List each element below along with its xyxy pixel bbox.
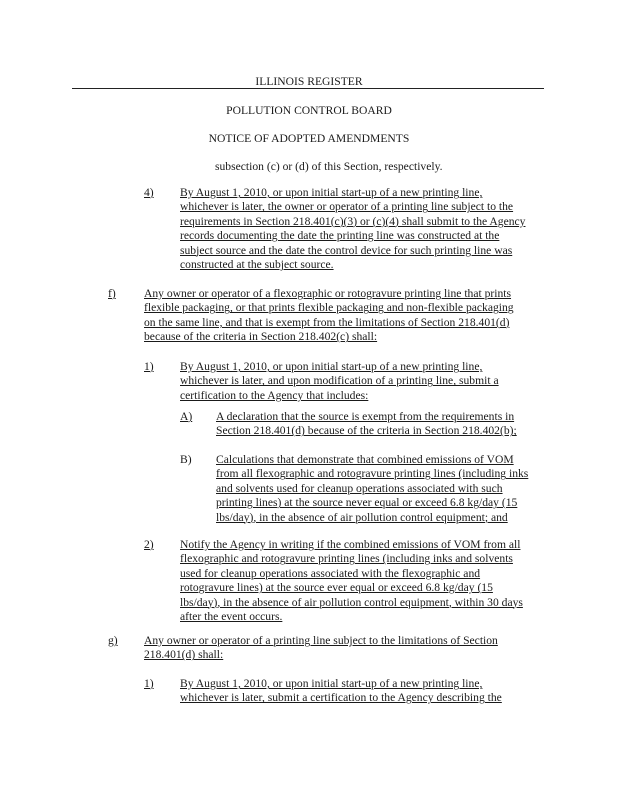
text-line: lbs/day), in the absence of air pollution control equipment; and xyxy=(216,510,508,524)
item-a-text xyxy=(216,410,517,439)
section-f-item-2-text xyxy=(180,538,523,624)
item-a-label: A) xyxy=(180,410,193,423)
text-line: Calculations that demonstrate that combined emissions of VOM xyxy=(216,453,514,466)
text-line: By August 1, 2010, or upon initial start-up of a new printing line, xyxy=(180,677,483,690)
text-line: records documenting the date the printing line was constructed at the xyxy=(180,229,500,243)
text-line: Any owner or operator of a printing line subject to the limitations of Section xyxy=(144,634,498,647)
section-f-item-2-label: 2) xyxy=(144,538,154,551)
text-line: rotogravure lines) at the source ever equal or exceed 6.8 kg/day (15 xyxy=(180,581,493,595)
item-4-label: 4) xyxy=(144,186,154,199)
header-rule xyxy=(72,88,544,89)
text-line: flexible packaging, or that prints flexible packaging and non-flexible packaging xyxy=(144,301,514,315)
text-line: Notify the Agency in writing if the combined emissions of VOM from all xyxy=(180,538,521,551)
text-line: used for cleanup operations associated with the flexographic and xyxy=(180,566,481,580)
item-4-text xyxy=(180,186,525,272)
section-g-label: g) xyxy=(108,634,118,647)
text-line: lbs/day), in the absence of air pollution control equipment, within 30 days xyxy=(180,595,523,609)
text-line: certification to the Agency that includes: xyxy=(180,388,369,402)
text-line: Any owner or operator of a flexographic or rotogravure printing line that prints xyxy=(144,287,512,300)
text-line: By August 1, 2010, or upon initial start-up of a new printing line, xyxy=(180,360,483,373)
item-b-text xyxy=(216,453,528,525)
text-line: printing lines) at the source never equal or exceed 6.8 kg/day (15 xyxy=(216,496,518,510)
text-line: A declaration that the source is exempt from the requirements in xyxy=(216,410,515,423)
text-line: By August 1, 2010, or upon initial start-up of a new printing line, xyxy=(180,186,483,199)
section-g-text xyxy=(144,634,498,663)
text-line: after the event occurs. xyxy=(180,610,283,624)
text-line: whichever is later, the owner or operator of a printing line subject to the xyxy=(180,200,514,214)
section-f-text xyxy=(144,287,514,345)
text-line: flexographic and rotogravure printing lines (including inks and solvents xyxy=(180,552,513,566)
text-line: whichever is later, submit a certification to the Agency describing the xyxy=(180,691,502,705)
text-line: from all flexographic and rotogravure printing lines (including inks xyxy=(216,467,529,481)
section-g-item-1-label: 1) xyxy=(144,677,154,690)
section-f-label: f) xyxy=(108,287,116,300)
text-line: and solvents used for cleanup operations associated with such xyxy=(216,481,503,495)
continuation-text: subsection (c) or (d) of this Section, respectively. xyxy=(215,160,443,173)
text-line: requirements in Section 218.401(c)(3) or (c)(4) shall submit to the Agency xyxy=(180,214,526,228)
text-line: on the same line, and that is exempt from the limitations of Section 218.401(d) xyxy=(144,315,510,329)
text-line: Section 218.401(d) because of the criteria in Section 218.402(b); xyxy=(216,424,517,438)
text-line: 218.401(d) shall: xyxy=(144,648,224,662)
item-b-label: B) xyxy=(180,453,192,466)
text-line: because of the criteria in Section 218.402(c) shall: xyxy=(144,330,378,344)
agency-name: POLLUTION CONTROL BOARD xyxy=(226,104,392,117)
section-g-item-1-text xyxy=(180,677,502,706)
notice-title: NOTICE OF ADOPTED AMENDMENTS xyxy=(208,132,410,145)
section-f-item-1-label: 1) xyxy=(144,360,154,373)
section-f-item-1-text xyxy=(180,360,499,403)
text-line: subject source and the date the control device for such printing line was xyxy=(180,243,513,257)
text-line: whichever is later, and upon modification of a printing line, submit a xyxy=(180,374,499,388)
register-title: ILLINOIS REGISTER xyxy=(255,75,363,88)
text-line: constructed at the subject source. xyxy=(180,258,334,272)
